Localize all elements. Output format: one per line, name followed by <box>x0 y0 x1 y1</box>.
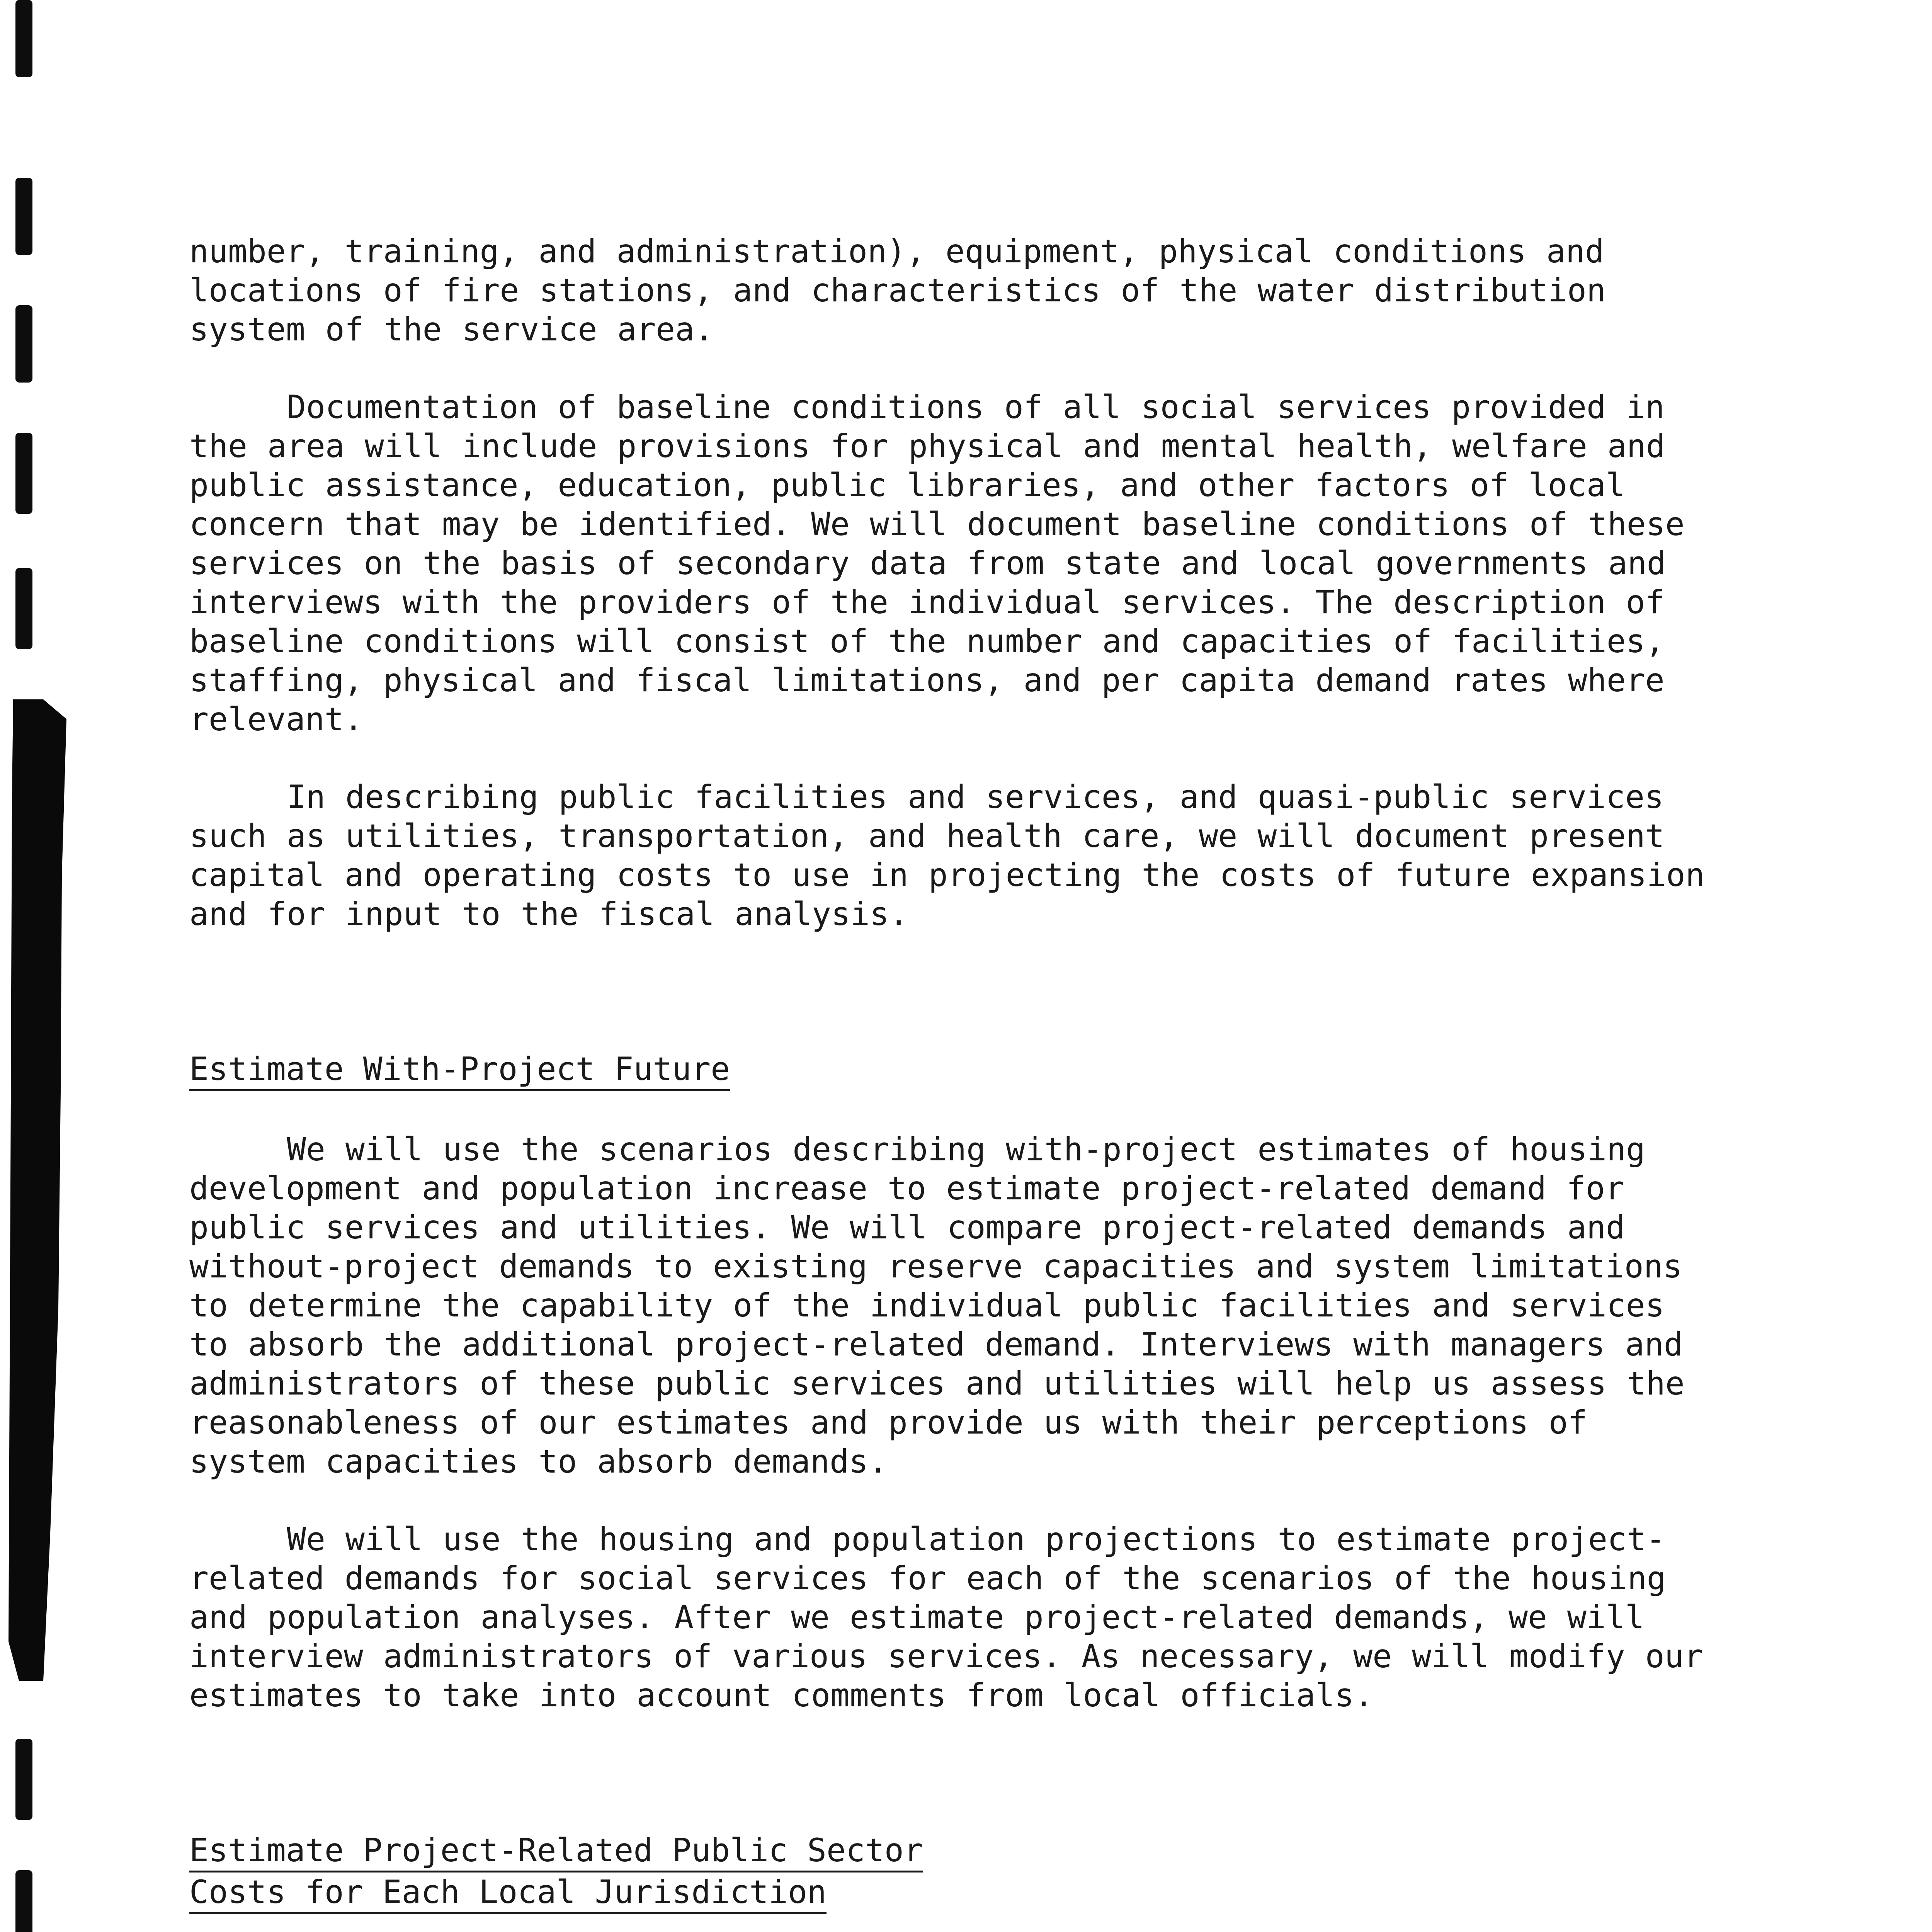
paragraph-project-demand <box>189 1130 1719 1481</box>
binding-mark <box>15 0 32 77</box>
paragraph-text: We will use the housing and population projections to estimate project-related demands for social services for each of the scenarios of the housing and population analyses. After we estimate project-related demands, we will interview administrators of various services. As necessary, we will modify our estimates to take into account comments from local officials. <box>189 1520 1703 1714</box>
binding-mark <box>15 433 32 514</box>
binding-shadow <box>9 699 66 1681</box>
paragraph-social-services-baseline <box>189 388 1719 739</box>
section-heading: Estimate With-Project Future <box>189 1049 730 1091</box>
paragraph-text: We will use the scenarios describing with-project estimates of housing development and population increase to estimate project-related demand for public services and utilities. We will compare project-related demands and without-project demands to existing reserve capacities and system limitations to determine the capability of the individual public facilities and services to absorb the additional project-related demand. Interviews with managers and administrators of these public services and utilities will help us assess the reasonableness of our estimates and provide us with their perceptions of system capacities to absorb demands. <box>189 1131 1685 1480</box>
body-text <box>189 232 1719 1932</box>
paragraph-text: number, training, and administration), equipment, physical conditions and locations of fire stations, and characteristics of the water distribution system of the service area. <box>189 233 1606 348</box>
section-heading-with-project <box>189 1049 1719 1091</box>
binding-mark <box>15 178 32 255</box>
section-heading-line-1: Estimate Project-Related Public Sector <box>189 1831 923 1872</box>
binding-mark <box>15 568 32 649</box>
paragraph-social-demand <box>189 1520 1719 1715</box>
binding-mark <box>15 1739 32 1820</box>
paragraph-text: Documentation of baseline conditions of all social services provided in the area will include provisions for physical and mental health, welfare and public assistance, education, public libraries, and other factors of local concern that may be identified. We will document baseline conditions of these services on the basis of secondary data from state and local governments and interviews with the providers of the individual services. The description of baseline conditions will consist of the number and capacities of facilities, staffing, physical and fiscal limitations, and per capita demand rates where relevant. <box>189 388 1685 738</box>
binding-mark <box>15 305 32 383</box>
binding-mark <box>15 1870 32 1932</box>
section-heading-public-costs <box>189 1831 1719 1914</box>
section-heading-line-2: Costs for Each Local Jurisdiction <box>189 1872 827 1914</box>
paragraph-text: In describing public facilities and services, and quasi-public services such as utilities, transportation, and health care, we will document present capital and operating costs to use in projecting the costs of future expansion and for input to the fiscal analysis. <box>189 778 1705 933</box>
paragraph-costs-documentation <box>189 777 1719 934</box>
paragraph-fire-services <box>189 232 1719 349</box>
